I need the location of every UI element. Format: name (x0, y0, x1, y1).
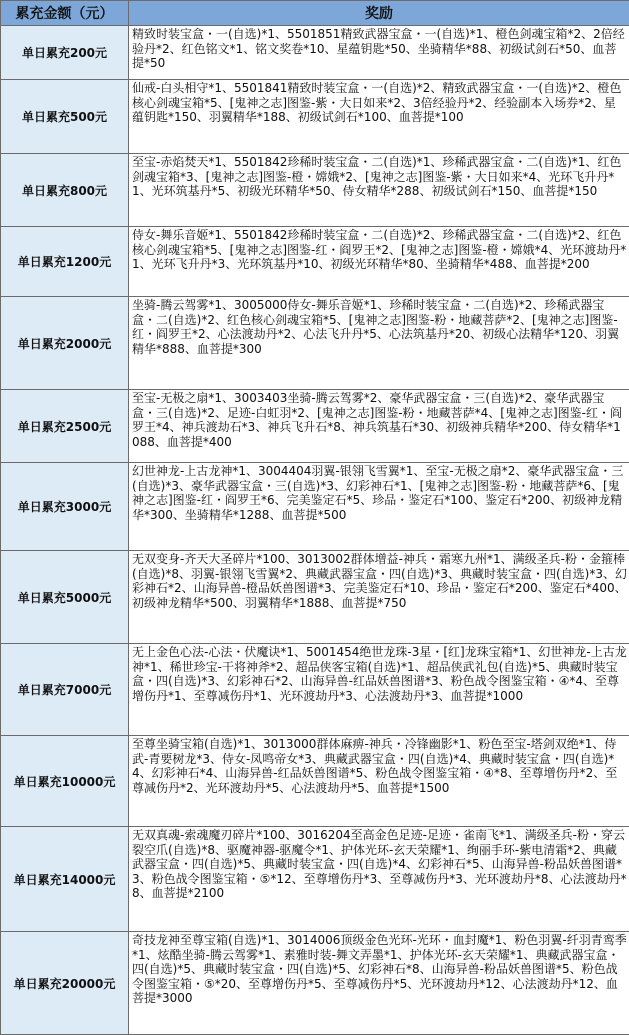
amount-cell: 单日累充2500元 (1, 390, 129, 463)
amount-cell: 单日累充500元 (1, 80, 129, 154)
table-row (1, 644, 629, 736)
table-row (1, 390, 629, 463)
reward-cell: 侍女-舞乐音姬*1、5501842珍稀时装宝盒・二(自选)*2、珍稀武器宝盒・二(自选)*2、红色核心剑魂宝箱*5、[鬼神之志]图鉴-红・阎罗王*2、[鬼神之志]图鉴-橙・嫦娥*4、光环渡劫丹*1、光环飞升丹*3、光环筑基丹*10、初级光环精华*80、坐骑精华*488、血菩提*200 (129, 227, 629, 297)
reward-cell: 坐骑-腾云驾雾*1、3005000侍女-舞乐音姬*1、珍稀时装宝盒・二(自选)*2、珍稀武器宝盒・二(自选)*2、红色核心剑魂宝箱*5、[鬼神之志]图鉴-粉・地藏菩萨*2、[鬼神之志]图鉴-红・阎罗王*2、心法渡劫丹*2、心法飞升丹*5、心法筑基丹*20、初级心法精华*120、羽翼精华*888、血菩提*300 (129, 297, 629, 390)
amount-cell: 单日累充7000元 (1, 644, 129, 736)
reward-cell: 奇技龙神至尊宝箱(自选)*1、3014006顶级金色光环-光环・血封魔*1、粉色羽翼-纤羽青鸾季*1、炫酷坐骑-腾云驾雾*1、素雅时装-舞文弄墨*1、护体光环-玄天荣耀*1、典藏武器宝盒・四(自选)*5、典藏时装宝盒・四(自选)*5、幻彩神石*8、山海异兽-粉品妖兽图谱*5、粉色战令图鉴宝箱・⑤*20、至尊增伤丹*5、至尊减伤丹*5、光环渡劫丹*12、心法渡劫丹*12、血菩提*3000 (129, 932, 629, 1035)
amount-cell: 单日累充1200元 (1, 227, 129, 297)
amount-cell: 单日累充5000元 (1, 551, 129, 644)
amount-cell: 单日累充14000元 (1, 827, 129, 932)
amount-cell: 单日累充200元 (1, 26, 129, 80)
reward-cell: 无双真魂-索魂魔刃碎片*100、3016204至高金色足迹-足迹・雀南飞*1、满级圣兵-粉・穿云裂空爪(自选)*8、驱魔神器-驱魔令*1、护体光环-玄天荣耀*1、绚丽手环-紫电清霜*2、典藏武器宝盒・四(自选)*5、典藏时装宝盒・四(自选)*4、幻彩神石*5、山海异兽-粉品妖兽图谱*3、粉色战令图鉴宝箱・⑤*12、至尊增伤丹*3、至尊减伤丹*3、光环渡劫丹*8、心法渡劫丹*8、血菩提*2100 (129, 827, 629, 932)
header-reward: 奖励 (129, 1, 629, 26)
table-row (1, 297, 629, 390)
table-row (1, 26, 629, 80)
table-row (1, 463, 629, 551)
reward-cell: 无双变身-齐天大圣碎片*100、3013002群体增益-神兵・霜寒九州*1、满级圣兵-粉・金箍棒(自选)*8、羽翼-银翎飞雪翼*2、典藏武器宝盒・四(自选)*3、典藏时装宝盒・四(自选)*3、幻彩神石*2、山海异兽-橙品妖兽图谱*3、完美鉴定石*10、珍品・鉴定石*200、鉴定石*400、初级神龙精华*500、羽翼精华*1888、血菩提*750 (129, 551, 629, 644)
table-row (1, 736, 629, 827)
reward-cell: 精致时装宝盒・一(自选)*1、5501851精致武器宝盒・一(自选)*1、橙色剑魂宝箱*2、2倍经验丹*2、红色铭文*1、铭文奖卷*10、星蕴钥匙*50、坐骑精华*88、初级试剑石*50、血菩提*50 (129, 26, 629, 80)
reward-cell: 幻世神龙-上古龙神*1、3004404羽翼-银翎飞雪翼*1、至宝-无极之扇*2、豪华武器宝盒・三(自选)*3、豪华武器宝盒・三(自选)*3、幻彩神石*1、[鬼神之志]图鉴-粉・地藏菩萨*6、[鬼神之志]图鉴-红・阎罗王*6、完美鉴定石*5、珍品・鉴定石*100、鉴定石*200、初级神龙精华*300、坐骑精华*1288、血菩提*500 (129, 463, 629, 551)
table-row (1, 227, 629, 297)
amount-cell: 单日累充800元 (1, 154, 129, 227)
amount-cell: 单日累充2000元 (1, 297, 129, 390)
amount-cell: 单日累充20000元 (1, 932, 129, 1035)
table-row (1, 154, 629, 227)
table-row (1, 551, 629, 644)
reward-cell: 至尊坐骑宝箱(自选)*1、3013000群体麻痹-神兵・冷锋幽影*1、粉色至宝-塔剑双绝*1、侍武-青要树龙*3、侍女-凤鸣帝女*3、典藏武器宝盒・四(自选)*4、典藏时装宝盒・四(自选)*4、幻彩神石*4、山海异兽-红品妖兽图谱*5、粉色战令图鉴宝箱・④*8、至尊增伤丹*2、至尊减伤丹*2、光环渡劫丹*5、心法渡劫丹*5、血菩提*1500 (129, 736, 629, 827)
amount-cell: 单日累充3000元 (1, 463, 129, 551)
reward-cell: 仙戒-白头相守*1、5501841精致时装宝盒・一(自选)*2、精致武器宝盒・一(自选)*2、橙色核心剑魂宝箱*5、[鬼神之志]图鉴-紫・大日如来*2、3倍经验丹*2、经验副本入场券*2、星蕴钥匙*150、羽翼精华*188、初级试剑石*100、血菩提*100 (129, 80, 629, 154)
table-row (1, 80, 629, 154)
amount-cell: 单日累充10000元 (1, 736, 129, 827)
reward-cell: 无上金色心法-心法・伏魔诀*1、5001454绝世龙珠-3星・[红]龙珠宝箱*1、幻世神龙-上古龙神*1、稀世珍宝-干将神斧*2、超品侠客宝箱(自选)*1、超品侠武礼包(自选)*5、典藏时装宝盒・四(自选)*3、幻彩神石*2、山海异兽-红品妖兽图谱*3、粉色战令图鉴宝箱・④*4、至尊增伤丹*1、至尊减伤丹*1、光环渡劫丹*3、心法渡劫丹*3、血菩提*1000 (129, 644, 629, 736)
reward-cell: 至宝-赤焰焚天*1、5501842珍稀时装宝盒・二(自选)*1、珍稀武器宝盒・二(自选)*1、红色剑魂宝箱*3、[鬼神之志]图鉴-橙・嫦娥*2、[鬼神之志]图鉴-紫・大日如来*4、光环飞升丹*1、光环筑基丹*5、初级光环精华*50、侍女精华*288、初级试剑石*150、血菩提*150 (129, 154, 629, 227)
header-amount: 累充金额（元） (1, 1, 129, 26)
table-header-row (1, 1, 629, 26)
reward-cell: 至宝-无极之扇*1、3003403坐骑-腾云驾雾*2、豪华武器宝盒・三(自选)*2、豪华武器宝盒・三(自选)*2、足迹-白虹羽*2、[鬼神之志]图鉴-粉・地藏菩萨*4、[鬼神之志]图鉴-红・阎罗王*4、神兵渡劫石*3、神兵飞升石*8、神兵筑基石*30、初级神兵精华*200、侍女精华*1088、血菩提*400 (129, 390, 629, 463)
table-row (1, 932, 629, 1035)
table-row (1, 827, 629, 932)
